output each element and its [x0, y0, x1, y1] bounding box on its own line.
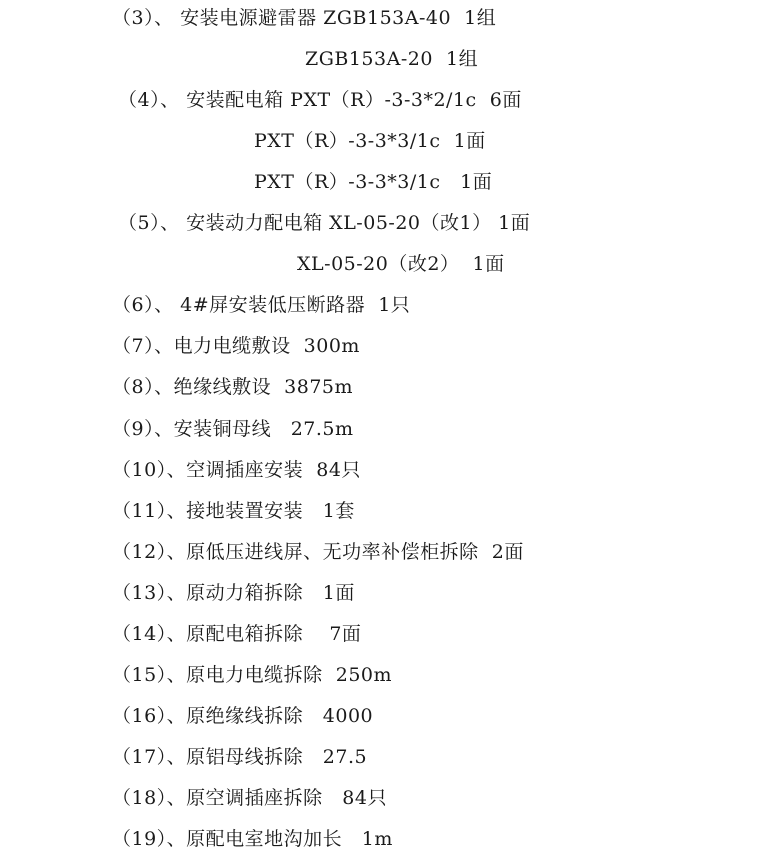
item-8: （8）、绝缘线敷设 3875m — [112, 376, 354, 398]
item-4-line-3: PXT（R）-3-3*3/1c 1面 — [254, 171, 493, 193]
item-4-line-1: （4）、 安装配电箱 PXT（R）-3-3*2/1c 6面 — [118, 89, 522, 111]
item-6: （6）、 4#屏安装低压断路器 1只 — [112, 294, 411, 316]
item-17: （17）、原铝母线拆除 27.5 — [112, 746, 368, 768]
item-7: （7）、电力电缆敷设 300m — [112, 335, 360, 357]
item-4-line-2: PXT（R）-3-3*3/1c 1面 — [254, 130, 486, 152]
item-12: （12）、原低压进线屏、无功率补偿柜拆除 2面 — [112, 541, 524, 563]
item-18: （18）、原空调插座拆除 84只 — [112, 787, 387, 809]
item-11: （11）、接地装置安装 1套 — [112, 500, 355, 522]
item-19: （19）、原配电室地沟加长 1m — [112, 828, 393, 850]
item-9: （9）、安装铜母线 27.5m — [112, 418, 354, 440]
item-13: （13）、原动力箱拆除 1面 — [112, 582, 355, 604]
item-3-line-2: ZGB153A-20 1组 — [305, 48, 479, 70]
item-5-line-1: （5）、 安装动力配电箱 XL-05-20（改1） 1面 — [118, 212, 531, 234]
item-14: （14）、原配电箱拆除 7面 — [112, 623, 362, 645]
item-10: （10）、空调插座安装 84只 — [112, 459, 361, 481]
item-5-line-2: XL-05-20（改2） 1面 — [297, 253, 505, 275]
item-16: （16）、原绝缘线拆除 4000 — [112, 705, 374, 727]
item-3-line-1: （3）、 安装电源避雷器 ZGB153A-40 1组 — [112, 7, 497, 29]
item-15: （15）、原电力电缆拆除 250m — [112, 664, 393, 686]
